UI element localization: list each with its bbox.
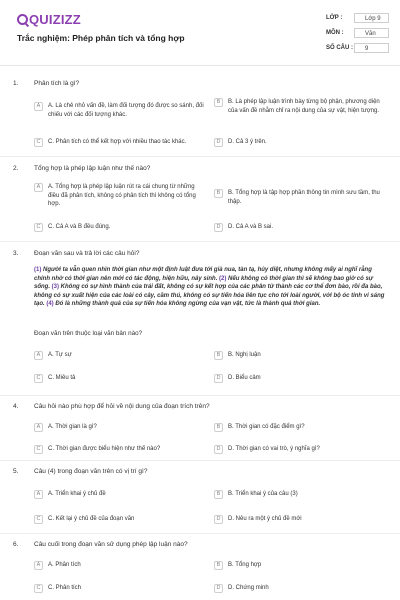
option-text: B. Tổng hợp là tập hợp phần thông tin mình sưu tầm, thu thập. [228,190,380,205]
option-letter-box: A [34,561,43,570]
option-text: C. Phân tích có thể kết hợp với nhiều thao tác khác. [48,139,187,145]
question-divider [0,241,400,242]
sentence-marker: (1) [34,267,43,273]
option-letter-box: A [34,351,43,360]
passage-sentence: Người ta vẫn quen nhìn thời gian như một định luật đưa tới già nua, tàn tạ, hủy diệt, nhưng không mấy ai nghĩ rằng chính nhờ có thời gian nên mới có tác động, hiện hữu, nảy sinh. [34,267,372,282]
question-divider [0,395,400,396]
meta-row-count [326,40,389,55]
option-text: A. Triển khai ý chủ đề [48,491,106,497]
option-text: B. Triển khai ý của câu (3) [228,491,298,497]
option-c[interactable] [34,515,209,524]
question-text: Tổng hợp là phép lập luận như thế nào? [34,165,151,172]
meta-label: SỐ CÂU : [326,44,353,51]
option-d[interactable] [214,584,384,593]
meta-row-class [326,10,389,25]
option-letter-box: A [34,183,43,192]
option-text: D. Cả 3 ý trên. [228,139,267,145]
question-number: 6. [13,541,19,548]
sentence-marker: (3) [50,284,61,291]
option-letter-box: C [34,374,43,383]
option-a[interactable] [34,423,204,432]
question-text: Câu cuối trong đoạn văn sử dụng phép lập luận nào? [34,541,188,548]
option-letter-box: C [34,138,43,147]
reading-passage [34,266,388,309]
option-letter-box: A [34,490,43,499]
option-text: A. Là chẻ nhỏ vấn đề, làm đối tượng đó được so sánh, đối chiếu với các đối tượng khác. [48,103,204,118]
option-d[interactable] [214,223,384,232]
option-b[interactable] [214,423,384,432]
sentence-marker: (2) [217,275,229,282]
passage-sentence: Đó là những thành quả của sự tiến hóa không ngừng của vạn vật, tức là thành quả thời gian. [55,301,321,308]
option-a[interactable] [34,183,204,209]
meta-row-subject [326,25,389,40]
question-number: 3. [13,250,19,257]
option-text: C. Kết lại ý chủ đề của đoạn văn [48,516,135,522]
question-text: Câu hỏi nào phù hợp để hỏi về nội dung của đoạn trích trên? [34,403,210,410]
option-d[interactable] [214,515,384,524]
passage-sentence: Không có sự hình thành của trái đất, không có sự kết hợp của các phân tử thành các cơ thể đơn bào, rồi đa bào, không có sự xuất hiện của các loài có cây, cầm thú, không có sự tiến hóa liên tục cho tới loài người, với bộ óc tinh vi sáng tạo. [34,284,385,308]
option-letter-box: D [214,584,223,593]
option-b[interactable] [214,561,384,570]
option-a[interactable] [34,561,204,570]
question-number: 5. [13,468,19,475]
option-d[interactable] [214,374,384,383]
option-text: D. Chứng minh [228,585,269,591]
meta-value: 9 [354,43,389,53]
option-d[interactable] [214,445,390,454]
option-letter-box: C [34,584,43,593]
option-letter-box: C [34,445,43,454]
option-b[interactable] [214,98,390,115]
sentence-marker: (4) [44,301,56,308]
option-c[interactable] [34,374,204,383]
option-text: D. Biểu cảm [228,375,261,381]
option-text: A. Tự sự [48,352,72,358]
option-text: A. Phân tích [48,562,81,568]
meta-value: Văn [354,28,389,38]
option-letter-box: D [214,223,223,232]
option-text: B. Nghị luận [228,352,261,358]
option-letter-box: B [214,490,223,499]
option-c[interactable] [34,445,209,454]
option-letter-box: C [34,223,43,232]
sub-question-text: Đoạn văn trên thuộc loại văn bản nào? [34,330,143,337]
option-letter-box: B [214,423,223,432]
option-letter-box: A [34,423,43,432]
question-number: 1. [13,80,19,87]
option-text: D. Thời gian có vai trò, ý nghĩa gì? [228,446,320,452]
option-text: C. Cả A và B đều đúng. [48,224,111,230]
passage-sentence: Nếu không có thời gian thì sẽ không bao giờ có sự sống. [34,275,374,291]
option-text: B. Tổng hợp [228,562,262,568]
option-letter-box: D [214,445,223,454]
meta-label: LỚP : [326,14,343,21]
question-number: 4. [13,403,19,410]
option-text: D. Nêu ra một ý chủ đề mới [228,516,302,522]
question-text: Phân tích là gì? [34,80,80,87]
question-divider [0,460,400,461]
meta-value: Lớp 9 [354,13,389,23]
option-c[interactable] [34,223,204,232]
meta-label: MÔN : [326,29,344,36]
header-divider [0,65,400,66]
option-letter-box: B [214,189,223,198]
option-text: B. Là phép lập luận trình bày từng bộ phận, phương diện của vấn đề nhằm chỉ ra nội dung của sự vật, hiện tượng. [228,99,380,114]
option-a[interactable] [34,102,204,119]
option-letter-box: B [214,98,223,107]
option-text: D. Cả A và B sai. [228,224,274,230]
option-b[interactable] [214,351,384,360]
question-number: 2. [13,165,19,172]
option-b[interactable] [214,189,390,206]
question-divider [0,156,400,157]
question-divider [0,533,400,534]
option-text: C. Miêu tả [48,375,76,381]
option-text: C. Thời gian được biểu hiện như thế nào? [48,446,161,452]
option-letter-box: D [214,374,223,383]
worksheet-title: Trắc nghiệm: Phép phân tích và tổng hợp [17,33,185,43]
option-text: A. Tổng hợp là phép lập luận rút ra cái chung từ những điều đã phân tích, không có phân tích thì không có tổng hợp. [48,184,196,207]
option-a[interactable] [34,490,204,499]
option-letter-box: D [214,138,223,147]
question-text: Đoạn văn sau và trả lời các câu hỏi? [34,250,140,257]
worksheet-header [0,0,400,64]
option-a[interactable] [34,351,204,360]
option-c[interactable] [34,584,204,593]
option-letter-box: A [34,102,43,111]
question-text: Câu (4) trong đoạn văn trên có vị trí gì? [34,468,148,475]
magnifier-logo-icon [17,14,28,25]
option-c[interactable] [34,138,214,147]
option-letter-box: D [214,515,223,524]
option-d[interactable] [214,138,384,147]
option-letter-box: B [214,351,223,360]
option-letter-box: B [214,561,223,570]
option-text: B. Thời gian có đặc điểm gì? [228,424,305,430]
option-b[interactable] [214,490,384,499]
option-text: A. Thời gian là gì? [48,424,97,430]
option-letter-box: C [34,515,43,524]
option-text: C. Phân tích [48,585,82,591]
logo-text: QUIZIZZ [29,12,81,27]
worksheet-meta [326,10,389,55]
quizizz-logo [17,12,81,27]
